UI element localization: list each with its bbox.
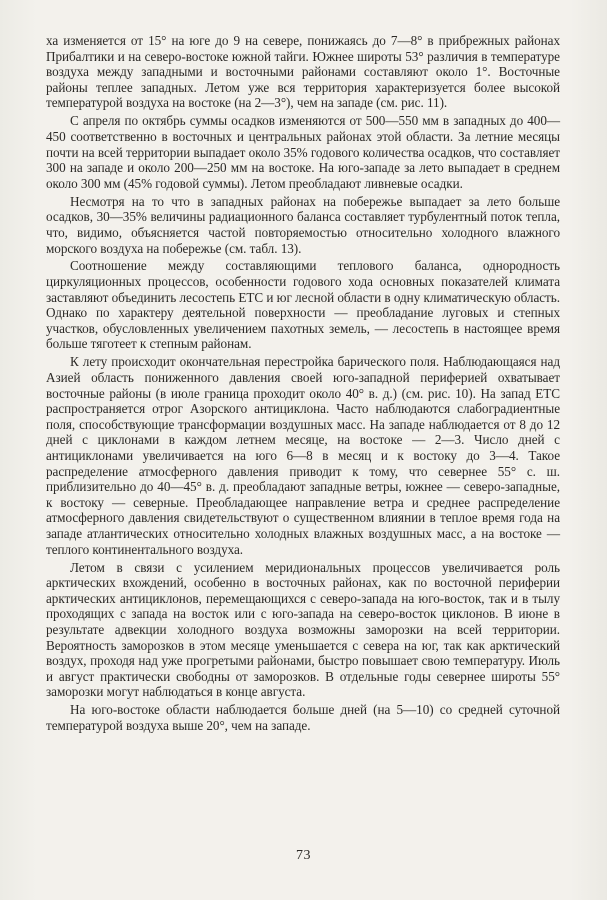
paragraph-5: К лету происходит окончательная перестройка барического поля. Наблюдающаяся над Азией область пониженного давления своей юго-западной периферией охватывает восточные районы (в июле граница проходит около 40° в. д.) (см. рис. 10). На запад ЕТС распространяется отрог Азорского антициклона. Часто наблюдаются слабоградиентные поля, способствующие трансформации воздушных масс. На западе наблюдается от 8 до 12 дней с циклонами в каждом летнем месяце, на востоке — 2—3. Число дней с антициклонами увеличивается на юго 6—8 в месяц и к востоку до 3—4. Такое распределение атмосферного давления приводит к тому, что севернее 55° с. ш. приблизительно до 40—45° в. д. преобладают западные ветры, южнее — северо-западные, к востоку — северные. Преобладающее направление ветра и среднее распределение атмосферного давления свидетельствуют о существенном влиянии в теплое время года на западе атлантических относительно холодных влажных воздушных масс, а на востоке — теплого континентального воздуха. [46,354,560,557]
paragraph-3: Несмотря на то что в западных районах на побережье выпадает за лето больше осадков, 30—35% величины радиационного баланса составляет турбулентный поток тепла, что, видимо, объясняется частой повторяемостью относительно холодного влажного морского воздуха на побережье (см. табл. 13). [46,193,560,256]
page-number: 73 [296,848,311,863]
paragraph-6: Летом в связи с усилением меридиональных процессов увеличивается роль арктических вхождений, особенно в восточных районах, как по восточной периферии арктических антициклонов, перемещающихся с северо-запада на юго-восток, так и в тылу проходящих с запада на восток или с юго-запада на северо-восток циклонов. В июне в результате адвекции холодного воздуха возможны заморозки на всей территории. Вероятность заморозков в этом месяце уменьшается с севера на юг, так как арктический воздух, проходя над уже прогретыми районами, быстро повышает свою температуру. Июль и август практически свободны от заморозков. В отдельные годы севернее широты 55° заморозки могут наблюдаться в конце августа. [46,559,560,700]
paragraph-4: Соотношение между составляющими теплового баланса, однородность циркуляционных процессов, особенности годового хода основных показателей климата заставляют объединить лесостепь ЕТС и юг лесной области в одну климатическую область. Однако по характеру деятельной поверхности — преобладание луговых и степных участков, обусловленных увеличением пахотных земель, — лесостепь в настоящее время больше тяготеет к степным районам. [46,258,560,352]
paragraph-1: ха изменяется от 15° на юге до 9 на севере, понижаясь до 7—8° в прибрежных районах Прибалтики и на северо-востоке южной тайги. Южнее широты 53° различия в температуре воздуха между западными и восточными районами составляют около 1°. Восточные районы теплее западных. Летом уже вся территория характеризуется более высокой температурой воздуха на востоке (на 2—3°), чем на западе (см. рис. 11). [46,33,560,111]
body-text [46,33,560,733]
paragraph-2: С апреля по октябрь суммы осадков изменяются от 500—550 мм в западных до 400—450 соответственно в восточных и центральных районах этой области. За летние месяцы почти на всей территории выпадает около 35% годового количества осадков, что составляет 300 на западе и около 200—250 мм на востоке. На юго-западе за лето выпадает в среднем около 300 мм (45% годовой суммы). Летом преобладают ливневые осадки. [46,113,560,191]
paragraph-7: На юго-востоке области наблюдается больше дней (на 5—10) со средней суточной температурой воздуха выше 20°, чем на западе. [46,702,560,733]
